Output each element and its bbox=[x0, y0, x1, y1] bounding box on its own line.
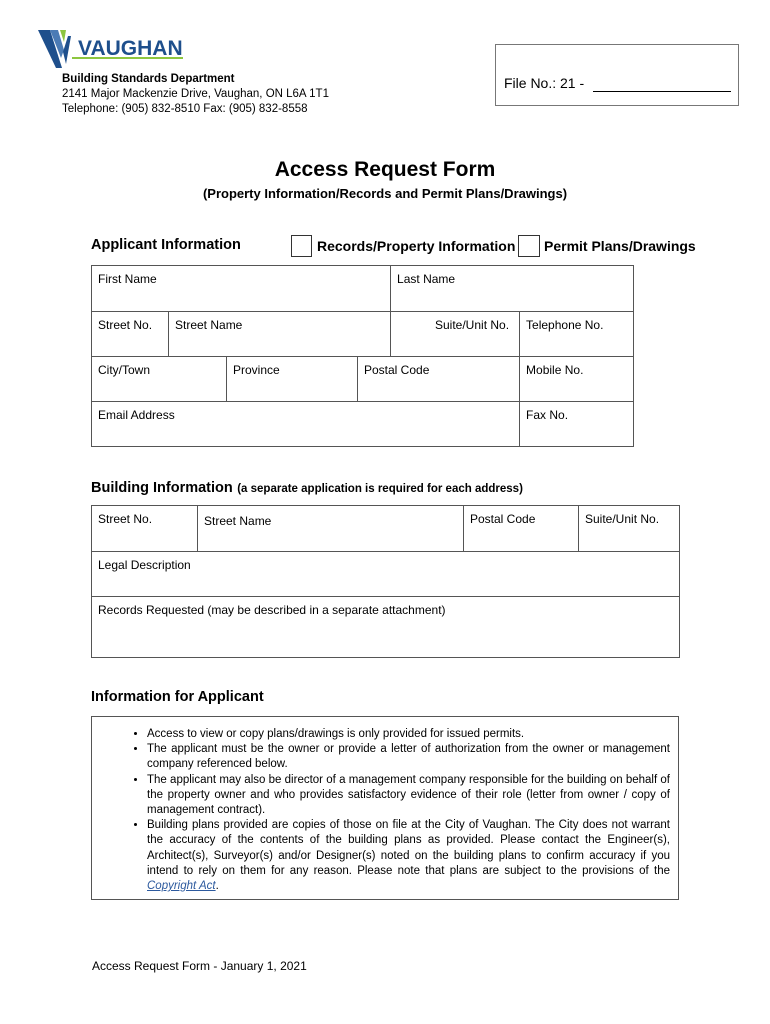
logo-text: VAUGHAN bbox=[78, 37, 183, 60]
telephone-label: Telephone No. bbox=[526, 318, 604, 332]
first-name-label: First Name bbox=[98, 272, 157, 286]
records-requested-field[interactable] bbox=[92, 597, 680, 658]
email-label: Email Address bbox=[98, 408, 175, 422]
mobile-field[interactable] bbox=[520, 357, 634, 402]
mobile-label: Mobile No. bbox=[526, 363, 584, 377]
info-box bbox=[91, 716, 679, 900]
applicant-heading: Applicant Information bbox=[91, 237, 241, 253]
building-suite-label: Suite/Unit No. bbox=[585, 512, 660, 526]
building-heading-row bbox=[91, 479, 523, 497]
applicant-postal-code-field[interactable] bbox=[358, 357, 520, 402]
file-number-label: File No.: 21 - bbox=[504, 75, 585, 91]
street-no-label: Street No. bbox=[98, 318, 153, 332]
info-bullet-3: • The applicant may also be director of a management company responsible for the building on behalf of the property owner and who provides satisfactory evidence of their role (letter from owner / copy of management contract). bbox=[147, 773, 670, 819]
department-phone-fax: Telephone: (905) 832-8510 Fax: (905) 832-8558 bbox=[62, 103, 308, 115]
applicant-table bbox=[91, 265, 634, 447]
department-name: Building Standards Department bbox=[62, 73, 235, 85]
page-footer: Access Request Form - January 1, 2021 bbox=[92, 959, 307, 973]
postal-code-label: Postal Code bbox=[364, 363, 430, 377]
province-label: Province bbox=[233, 363, 280, 377]
applicant-street-name-field[interactable] bbox=[169, 312, 391, 357]
building-table bbox=[91, 505, 680, 658]
copyright-act-link[interactable]: Copyright Act bbox=[147, 880, 216, 893]
records-checkbox-label: Records/Property Information bbox=[317, 238, 516, 254]
building-street-name-field[interactable] bbox=[198, 506, 464, 552]
building-street-no-field[interactable] bbox=[92, 506, 198, 552]
info-bullet-1: • Access to view or copy plans/drawings is only provided for issued permits. bbox=[147, 727, 670, 742]
last-name-field[interactable] bbox=[391, 266, 634, 312]
telephone-field[interactable] bbox=[520, 312, 634, 357]
records-checkbox[interactable] bbox=[291, 235, 312, 257]
file-number-box bbox=[495, 44, 739, 106]
info-bullet-4-period: . bbox=[215, 880, 219, 893]
info-heading: Information for Applicant bbox=[91, 689, 264, 705]
department-address: 2141 Major Mackenzie Drive, Vaughan, ON L6A 1T1 bbox=[62, 88, 329, 100]
plans-checkbox[interactable] bbox=[518, 235, 540, 257]
building-street-no-label: Street No. bbox=[98, 512, 153, 526]
building-note: (a separate application is required for each address) bbox=[237, 483, 523, 495]
applicant-street-no-field[interactable] bbox=[92, 312, 169, 357]
legal-description-field[interactable] bbox=[92, 552, 680, 597]
building-postal-code-label: Postal Code bbox=[470, 512, 536, 526]
last-name-label: Last Name bbox=[397, 272, 456, 286]
info-bullet-2: • The applicant must be the owner or provide a letter of authorization from the owner or management company referenced below. bbox=[147, 742, 670, 772]
first-name-field[interactable] bbox=[92, 266, 391, 312]
page-title: Access Request Form bbox=[274, 158, 496, 181]
fax-label: Fax No. bbox=[526, 408, 569, 422]
street-name-label: Street Name bbox=[175, 318, 243, 332]
vaughan-logo bbox=[38, 28, 188, 72]
plans-checkbox-label: Permit Plans/Drawings bbox=[544, 238, 696, 254]
building-suite-field[interactable] bbox=[579, 506, 680, 552]
applicant-suite-field[interactable] bbox=[391, 312, 520, 357]
fax-field[interactable] bbox=[520, 402, 634, 447]
suite-unit-label: Suite/Unit No. bbox=[435, 318, 510, 332]
city-field[interactable] bbox=[92, 357, 227, 402]
building-heading: Building Information bbox=[91, 480, 233, 496]
building-street-name-label: Street Name bbox=[204, 514, 272, 528]
email-field[interactable] bbox=[92, 402, 520, 447]
info-bullet-4 bbox=[147, 818, 670, 894]
building-postal-code-field[interactable] bbox=[464, 506, 579, 552]
page-subtitle: (Property Information/Records and Permit Plans/Drawings) bbox=[202, 186, 568, 201]
info-bullet-4-text: Building plans provided are copies of those on file at the City of Vaughan. The City does not warrant the accuracy of the contents of the building plans as provided. Please contact the Engineer(s), Architect(s), Surveyor(s) and/or Designer(s) noted on the building plans to confirm accuracy if you intend to rely on them for any reason. Please note that plans are subject to the provisions of the bbox=[147, 819, 670, 877]
file-number-field[interactable] bbox=[593, 91, 731, 92]
province-field[interactable] bbox=[227, 357, 358, 402]
info-list bbox=[92, 717, 678, 894]
vaughan-logo-mark bbox=[38, 28, 188, 72]
city-label: City/Town bbox=[98, 363, 151, 377]
records-requested-label: Records Requested (may be described in a separate attachment) bbox=[98, 603, 446, 617]
legal-description-label: Legal Description bbox=[98, 558, 191, 572]
